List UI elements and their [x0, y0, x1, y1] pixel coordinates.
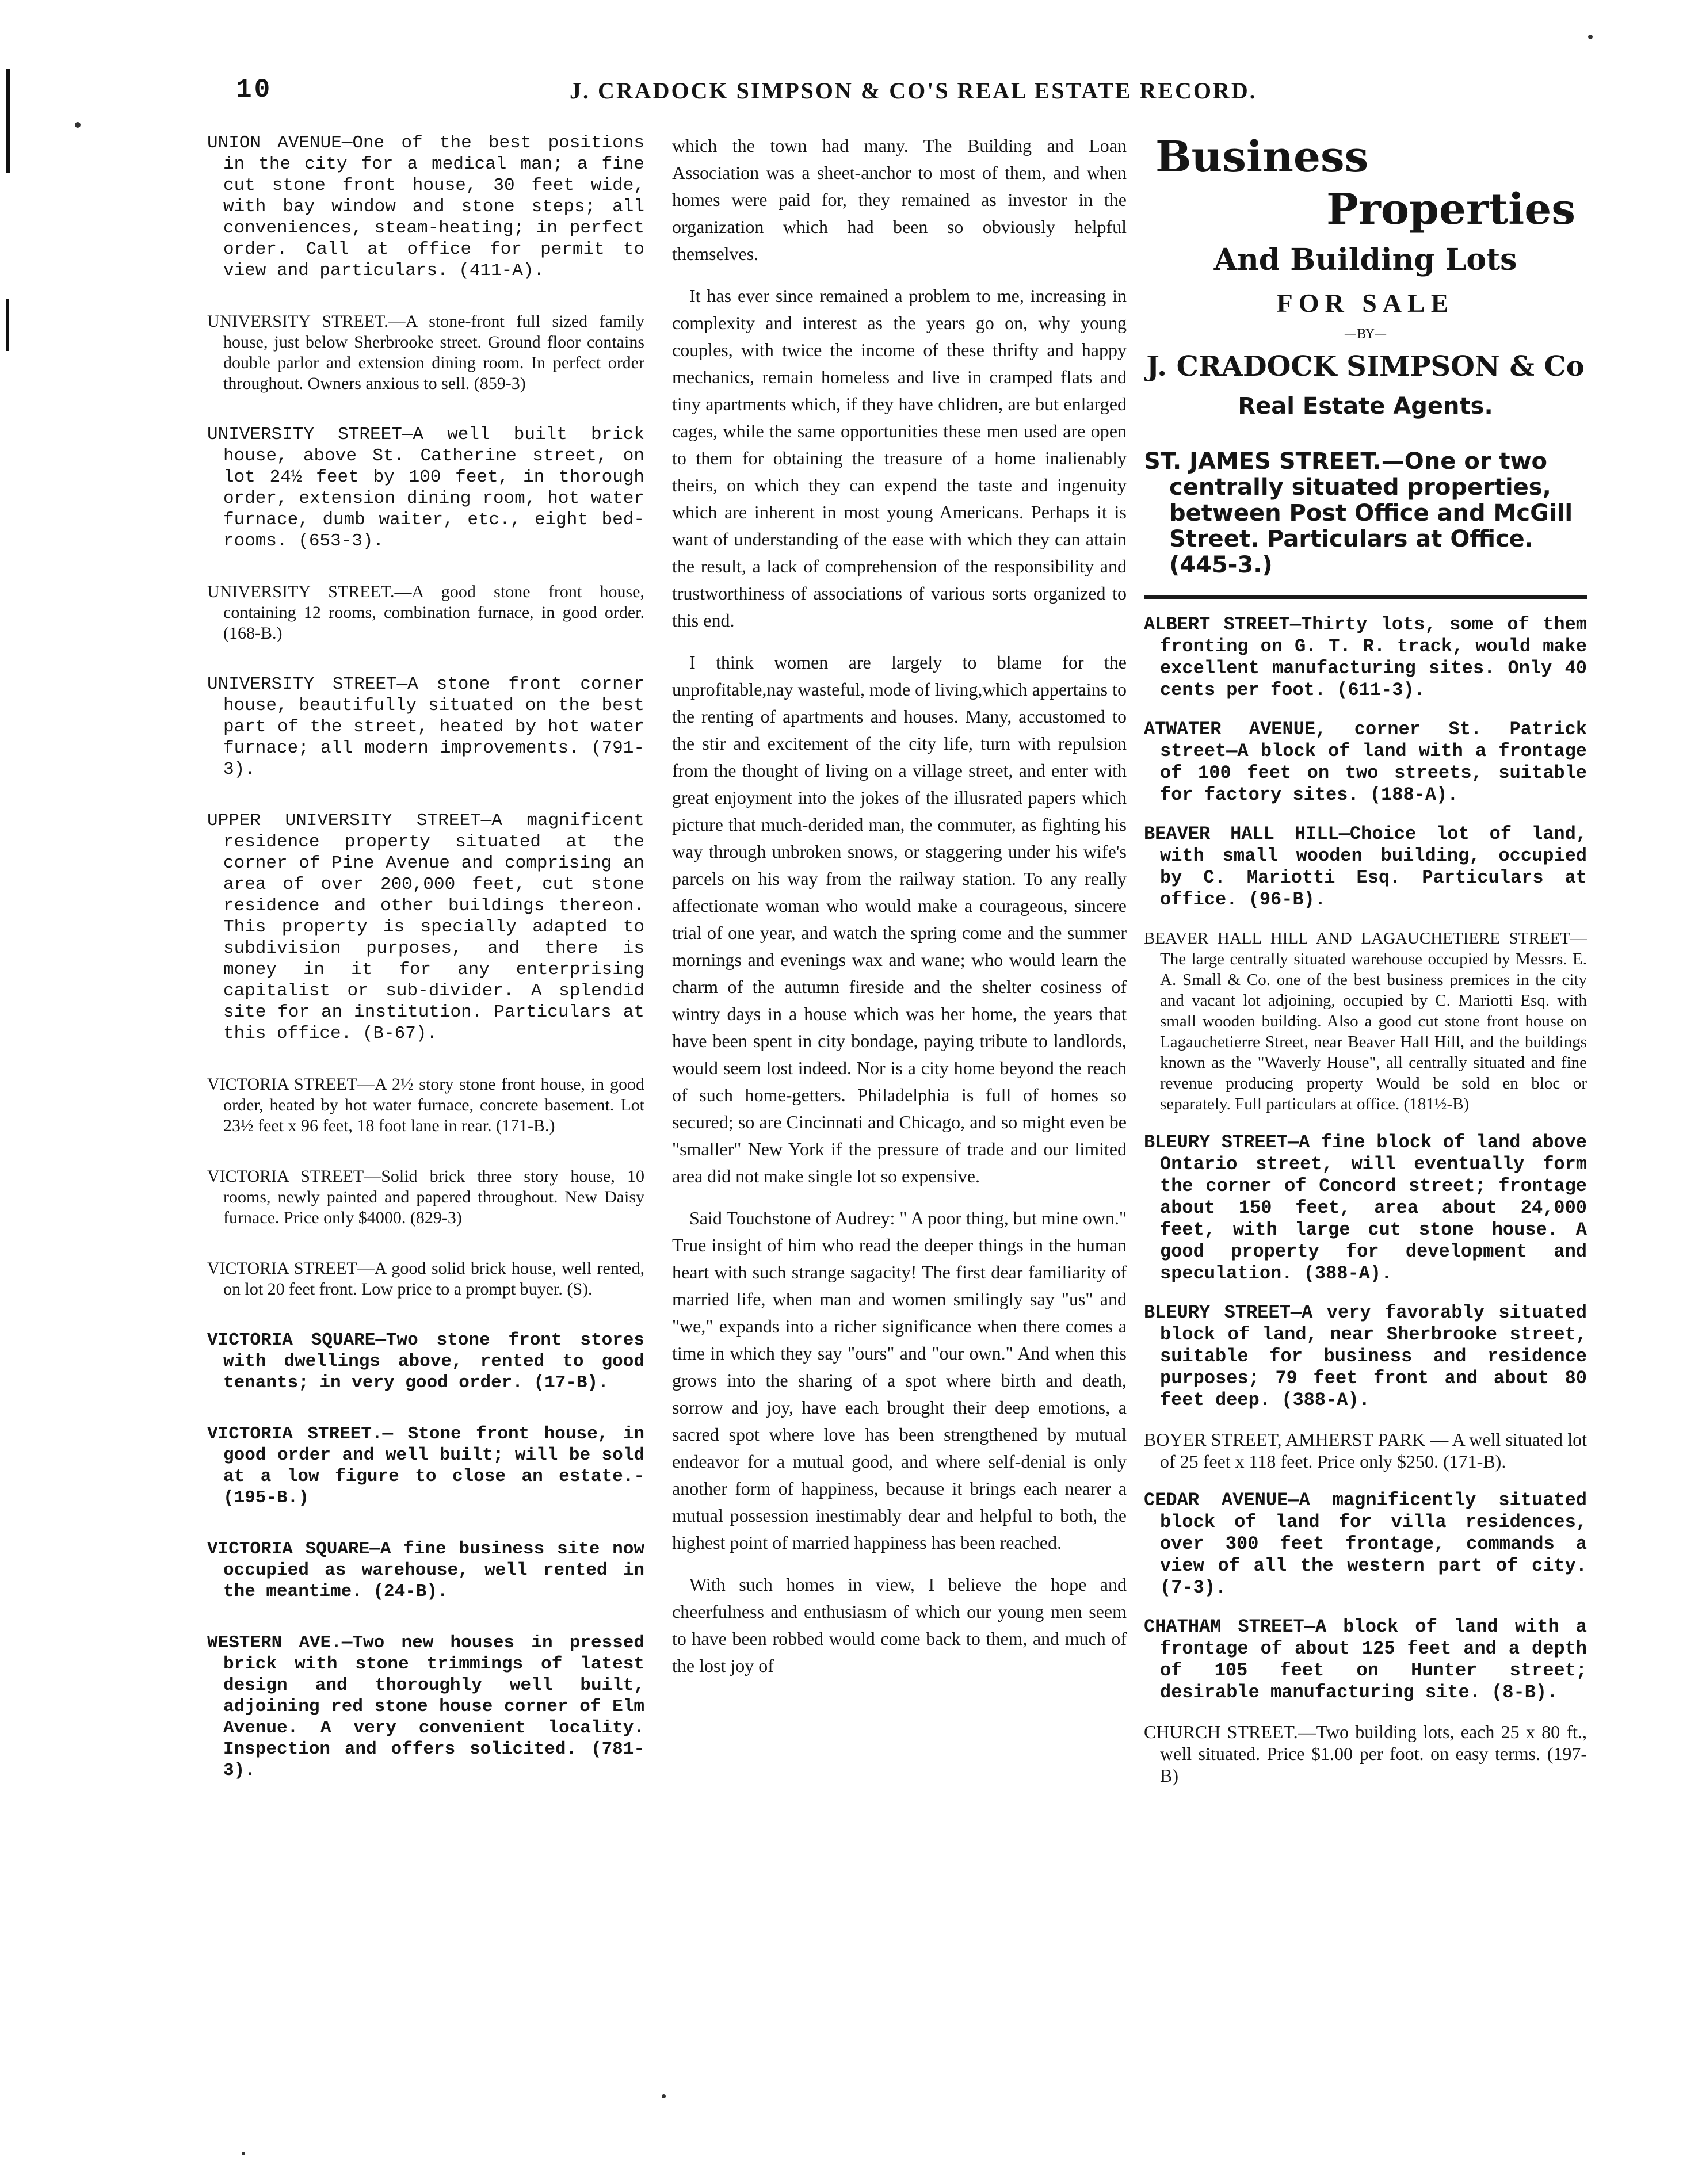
- listing-victoria-street-1: VICTORIA STREET—A 2½ story stone front house, in good order, heated by hot water furnace, concrete basement. Lot 23½ feet x 96 feet, 18 foot lane in rear. (171-B.): [207, 1075, 644, 1135]
- page-number: 10: [236, 75, 273, 105]
- listing-victoria-square-2: VICTORIA SQUARE—A fine business site now occupied as warehouse, well rented in the meantime. (24-B).: [207, 1539, 644, 1602]
- ad-for-sale: FOR SALE: [1276, 288, 1455, 318]
- business-properties-advert: [1144, 132, 1587, 426]
- listings-column-1: [207, 132, 644, 1811]
- running-head: J. CRADOCK SIMPSON & CO'S REAL ESTATE RECORD.: [570, 78, 1257, 104]
- listing-union-avenue: UNION AVENUE—One of the best positions in the city for a medical man; a fine cut stone front house, 30 feet wide, with bay window and stone steps; all conveniences, steam-heating; in perfect order. Call at office for permit to view and particulars. (411-A).: [207, 133, 644, 281]
- listing-upper-university-street: UPPER UNIVERSITY STREET—A magnificent residence property situated at the corner of Pine Avenue and comprising an area of over 200,000 feet, cut stone residence and other buildings thereon. This property is specially adapted to subdivision purposes, and there is money in it for any enterprising capitalist or sub-divider. A splendid site for an institution. Particulars at this office. (B-67).: [207, 811, 644, 1044]
- listing-boyer-street: BOYER STREET, AMHERST PARK — A well situated lot of 25 feet x 118 feet. Price only $250. (171-B).: [1144, 1429, 1587, 1472]
- ad-title-properties: Properties: [1326, 185, 1575, 234]
- listing-university-street-2: UNIVERSITY STREET—A well built brick house, above St. Catherine street, on lot 24½ feet by 100 feet, in thorough order, extension dining room, hot water furnace, dumb waiter, etc., eight bed-rooms. (653-3).: [207, 425, 644, 551]
- ad-title-business: Business: [1155, 132, 1369, 182]
- listing-victoria-square-1: VICTORIA SQUARE—Two stone front stores with dwellings above, rented to good tenants; in very good order. (17-B).: [207, 1330, 644, 1393]
- listing-victoria-street-3: VICTORIA STREET—A good solid brick house, well rented, on lot 20 feet front. Low price to a prompt buyer. (S).: [207, 1259, 644, 1299]
- listing-atwater-avenue: ATWATER AVENUE, corner St. Patrick street—A block of land with a frontage of 100 feet on two streets, suitable for factory sites. (188-A).: [1144, 719, 1587, 805]
- listing-university-street-4: UNIVERSITY STREET—A stone front corner house, beautifully situated on the best part of the street, heated by hot water furnace; all modern improvements. (791-3).: [207, 674, 644, 780]
- article-column: [672, 132, 1127, 1694]
- listing-bleury-street-2: BLEURY STREET—A very favorably situated block of land, near Sherbrooke street, suitable for business and residence purposes; 79 feet front and about 80 feet deep. (388-A).: [1144, 1302, 1587, 1411]
- listing-cedar-avenue: CEDAR AVENUE—A magnificently situated block of land for villa residences, over 300 feet frontage, commands a view of all the western part of city. (7-3).: [1144, 1490, 1587, 1598]
- ad-firm-name: J. CRADOCK SIMPSON & Co: [1146, 350, 1585, 383]
- ink-speck: [1588, 35, 1593, 39]
- article-paragraph: It has ever since remained a problem to me, increasing in complexity and interest as the years go on, why young couples, with twice the income of these thrifty and happy mechanics, remain homeless and live in cramped flats and tiny apartments which, if they have chlidren, are but enlarged cages, while the same opportunities these men used are open to them for obtaining the treasure of a home inalienably theirs, on which they can expend the taste and ingenuity which are inherent in most young Americans. Perhaps it is want of understanding of the ease with which they can attain the result, a lack of comprehension of the responsibility and trustworthiness of associations of various sorts organized to this end.: [672, 285, 1127, 631]
- listings-column-3: [1144, 132, 1587, 1804]
- featured-listing-st-james: ST. JAMES STREET.—One or two centrally situated properties, between Post Office and McGill Street. Particulars at Office. (445-3.): [1144, 448, 1573, 578]
- divider-rule: [1144, 595, 1587, 599]
- listing-victoria-street-2: VICTORIA STREET—Solid brick three story house, 10 rooms, newly painted and papered throughout. New Daisy furnace. Price only $4000. (829-3): [207, 1167, 644, 1227]
- listing-bleury-street-1: BLEURY STREET—A fine block of land above Ontario street, will eventually form the corner of Concord street; frontage about 150 feet, area about 24,000 feet, with large cut stone house. A good property for development and speculation. (388-A).: [1144, 1132, 1587, 1284]
- listing-albert-street: ALBERT STREET—Thirty lots, some of them fronting on G. T. R. track, would make excellent manufacturing sites. Only 40 cents per foot. (611-3).: [1144, 614, 1587, 701]
- article-paragraph: I think women are largely to blame for the unprofitable,nay wasteful, mode of living,which appertains to the renting of apartments and houses. Many, accustomed to the stir and excitement of the city life, turn with repulsion from the thought of living on a village street, and enter with great enjoyment into the jokes of the illusrated papers which picture that much-derided man, the commuter, as fighting his way through unbroken snows, or staggering under his wife's parcels on his way from the railway station. To any really affectionate woman who would make a courageous, sincere trial of one year, and watch the spring come and the summer mornings and evenings wax and wane; who would learn the charm of the autumn fireside and the shelter cosiness of wintry days in a house which was her home, the years that have been spent in city bondage, paying tribute to landlords, would seem lost indeed. Nor is a city home beyond the reach of such home-getters. Philadelphia is full of homes so secured; so are Cincinnati and Chicago, and so might even be "smaller" New York if the pressure of trade and our limited area did not make single lot so expensive.: [672, 652, 1127, 1186]
- listing-western-ave: WESTERN AVE.—Two new houses in pressed brick with stone trimmings of latest design and thoroughly well built, adjoining red stone house corner of Elm Avenue. A very convenient locality. Inspection and offers solicited. (781-3).: [207, 1633, 644, 1781]
- page-header: [0, 75, 1702, 115]
- ad-by: —BY—: [1344, 327, 1387, 342]
- listing-university-street-1: UNIVERSITY STREET.—A stone-front full sized family house, just below Sherbrooke street. Ground floor contains double parlor and extension dining room. In perfect order throughout. Owners anxious to sell. (859-3): [207, 312, 644, 393]
- ink-speck: [662, 2094, 666, 2098]
- listing-beaver-hall-lagauchetiere: BEAVER HALL HILL AND LAGAUCHETIERE STREET—The large centrally situated warehouse occupied by Messrs. E. A. Small & Co. one of the best business premices in the city and vacant lot adjoining, occupied by C. Mariotti Esq. with small wooden building. Also a good cut stone front house on Lagauchetierre Street, near Beaver Hall Hill, and the buildings known as the "Waverly House", all centrally situated and fine revenue producing property Would be sold en bloc or separately. Full particulars at office. (181½-B): [1144, 929, 1587, 1113]
- article-paragraph: Said Touchstone of Audrey: " A poor thing, but mine own." True insight of him who read the deeper things in the human heart with such strange sagacity! The first dear familiarity of married life, when man and women smilingly say "us" and "we," expands into a richer significance when there comes a time in which they say "ours" and "our own." And when this grows into the sharing of a spot where birth and death, sorrow and joy, have each brought their deep emotions, a sacred spot where love has been strengthened by mutual endeavor for a mutual good, and where self-denial is only another form of happiness, because it brings each nearer a mutual possession inestimably dear and helpful to both, the highest point of married happiness has been reached.: [672, 1208, 1127, 1553]
- listing-victoria-street-4: VICTORIA STREET.— Stone front house, in good order and well built; will be sold at a low figure to close an estate.-(195-B.): [207, 1424, 644, 1508]
- listing-church-street: CHURCH STREET.—Two building lots, each 25 x 80 ft., well situated. Price $1.00 per foot. on easy terms. (197-B): [1144, 1721, 1587, 1786]
- article-paragraph: which the town had many. The Building and Loan Association was a sheet-anchor to most of them, and when homes were paid for, they remained as investor in the organization which had been so obviously helpful themselves.: [672, 135, 1127, 264]
- ad-subtitle: And Building Lots: [1213, 242, 1517, 277]
- binding-mark: [6, 299, 9, 351]
- article-paragraph: With such homes in view, I believe the hope and cheerfulness and enthusiasm of which our young men seem to have been robbed would come back to them, and much of the lost joy of: [672, 1574, 1127, 1676]
- listing-university-street-3: UNIVERSITY STREET.—A good stone front house, containing 12 rooms, combination furnace, in good order. (168-B.): [207, 582, 644, 643]
- ink-speck: [242, 2152, 245, 2155]
- listing-chatham-street: CHATHAM STREET—A block of land with a frontage of about 125 feet and a depth of 105 feet on Hunter street; desirable manufacturing site. (8-B).: [1144, 1616, 1587, 1703]
- ink-speck: [75, 122, 81, 128]
- listing-beaver-hall-hill: BEAVER HALL HILL—Choice lot of land, with small wooden building, occupied by C. Mariotti Esq. Particulars at office. (96-B).: [1144, 823, 1587, 910]
- ad-agents: Real Estate Agents.: [1238, 393, 1493, 419]
